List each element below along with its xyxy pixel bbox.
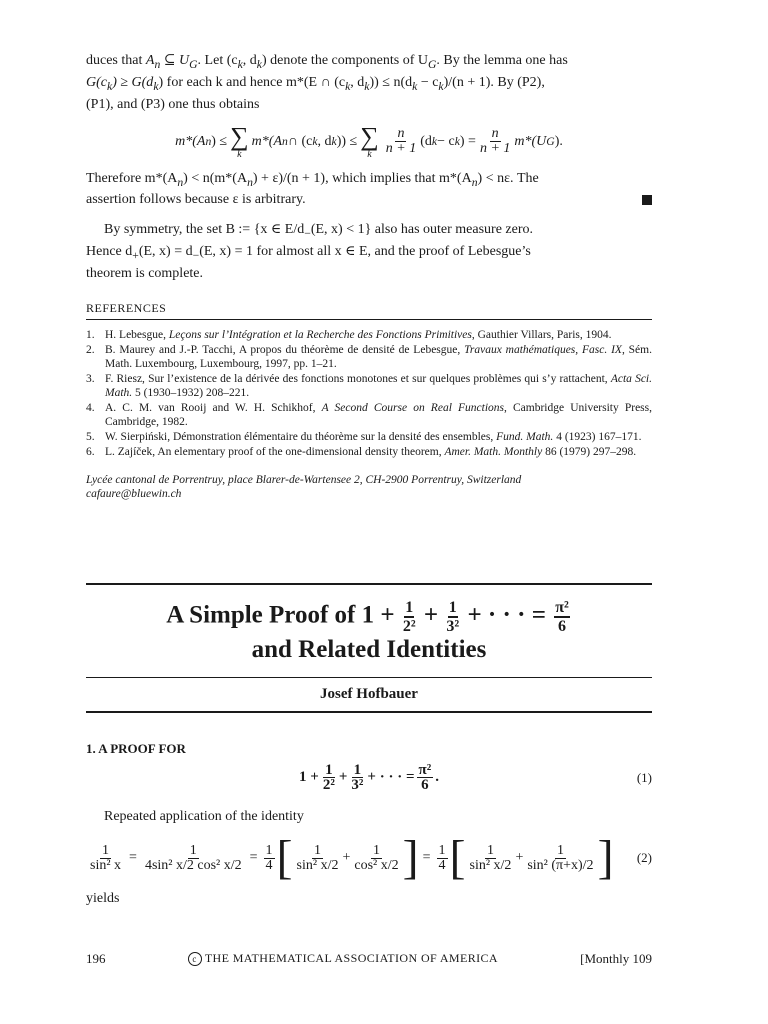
reference-item bbox=[86, 343, 652, 371]
reference-number: 2. bbox=[86, 343, 95, 356]
title-run: and Related Identities bbox=[251, 636, 487, 663]
reference-text: , Sém. Math. Luxembourg, Luxembourg, 1997, pp. 1–21. bbox=[105, 343, 652, 370]
text-run: ) for each k and hence m*(E ∩ (c bbox=[158, 74, 346, 90]
page-footer bbox=[86, 951, 652, 967]
equation-2: $\frac{1}{\text{sin² x}}$ = $\frac{1}{\text{4sin² x/2 cos² x/2}}$ = $\frac{1}{4}$ [ $\frac{1}{\text{sin² x/2}}$ + $\frac{1}{\text{cos² x/2}}$ ] = $\frac{1}{4}$ [ $\frac{1}{\text{sin² x/2}}$ + $\frac{1}{\text{sin² (π+x)/2}}$ ] (2) bbox=[90, 831, 652, 884]
math-run: A bbox=[145, 53, 155, 68]
fraction: $\frac{1}{\text{4sin² x/2 cos² x/2}}$ bbox=[144, 842, 242, 873]
reference-text: B. Maurey and J.-P. Tacchi, A propos du théorème de densité de Lebesgue, bbox=[105, 343, 465, 356]
math-run: ) ≥ G(d bbox=[112, 74, 154, 90]
text-run: theorem is complete. bbox=[86, 265, 204, 281]
math-run: + · · · = bbox=[367, 769, 415, 785]
reference-number: 1. bbox=[86, 328, 95, 341]
divider bbox=[86, 677, 652, 678]
body-text: yields bbox=[86, 891, 120, 906]
title-run: A Simple Proof of 1 + bbox=[166, 601, 395, 629]
fraction: $\frac{\text{π²}}{6}$ bbox=[555, 599, 569, 635]
reference-title: Fund. Math. bbox=[496, 430, 554, 443]
math-run: , d bbox=[317, 133, 332, 149]
page-number: 196 bbox=[86, 951, 106, 966]
math-run: G(c bbox=[86, 74, 107, 90]
reference-title: Amer. Math. Monthly bbox=[444, 445, 543, 458]
fraction: $\frac{1}{4}$ bbox=[265, 842, 273, 873]
equation-1 bbox=[86, 763, 652, 792]
reference-number: 4. bbox=[86, 401, 95, 414]
publisher-line bbox=[188, 951, 498, 967]
proof-paragraph-2: Therefore $m*(A_n) < n(m*(A_n) + \varepsilon)/(n + 1)$, which implies that $m*(A_n) < n\varepsilon$. The assertion follows because ε is arbitrary. bbox=[86, 170, 652, 210]
fraction: $\frac{1}{\text{2²}}$ bbox=[402, 599, 416, 635]
reference-text: H. Lebesgue, bbox=[105, 328, 169, 341]
fraction: $\frac{1}{\text{3²}}$ bbox=[351, 762, 364, 793]
text-run: (E, x) = d bbox=[138, 244, 193, 260]
text-run: . By the lemma one has bbox=[436, 53, 568, 68]
text-run: − c bbox=[417, 74, 439, 90]
reference-item bbox=[86, 372, 652, 400]
title-run: + bbox=[423, 601, 439, 629]
math-run: m*(A bbox=[175, 133, 206, 149]
publisher-name: THE MATHEMATICAL ASSOCIATION OF AMERICA bbox=[204, 951, 498, 965]
qed-box-icon bbox=[642, 195, 652, 205]
text-run: . Let (c bbox=[197, 53, 238, 68]
text-run: (P1), and (P3) one thus obtains bbox=[86, 96, 260, 112]
math-run: m*(A bbox=[251, 133, 282, 149]
reference-number: 6. bbox=[86, 445, 95, 458]
reference-text: W. Sierpiński, Démonstration élémentaire du théorème sur la densité des ensembles, bbox=[105, 430, 497, 443]
summation-symbol: ∑ k bbox=[360, 121, 379, 160]
section-heading: 1. A PROOF FOR bbox=[86, 741, 186, 756]
text-run: (E, x) < 1} also has outer measure zero. bbox=[310, 222, 534, 238]
text-run: ) < nε. The bbox=[477, 170, 539, 186]
article-author: Josef Hofbauer bbox=[320, 686, 418, 702]
affiliation-email: cafaure@bluewin.ch bbox=[86, 487, 182, 500]
reference-text: , Cambridge University Press, Cambridge, 1982. bbox=[105, 401, 653, 428]
math-run: )) ≤ bbox=[336, 133, 358, 149]
affiliation-address: Lycée cantonal de Porrentruy, place Blarer-de-Wartensee 2, CH-2900 Porrentruy, Switzerland bbox=[86, 473, 522, 486]
summation-symbol: ∑ k bbox=[230, 121, 249, 160]
left-bracket: [ bbox=[276, 831, 293, 884]
equation-number: (1) bbox=[636, 769, 652, 785]
left-bracket: [ bbox=[449, 831, 466, 884]
reference-title: A Second Course on Real Functions bbox=[321, 401, 504, 414]
fraction: $\frac{1}{\text{sin² x/2}}$ bbox=[469, 842, 512, 873]
math-run: 1 + bbox=[299, 769, 319, 785]
text-run: (E, x) = 1 for almost all x ∈ E, and the proof of Lebesgue’s bbox=[199, 244, 531, 260]
body-text: Repeated application of the identity bbox=[104, 809, 304, 824]
fraction: $\frac{1}{\text{3²}}$ bbox=[446, 599, 460, 635]
divider bbox=[86, 583, 652, 585]
previous-article-end bbox=[86, 52, 652, 501]
fraction: $\frac{1}{\text{sin² (π+x)/2}}$ bbox=[527, 842, 594, 873]
references-list bbox=[86, 328, 652, 459]
reference-number: 3. bbox=[86, 372, 95, 385]
math-run: ) ≤ bbox=[211, 133, 228, 149]
math-run: ∩ (c bbox=[287, 133, 313, 149]
text-run: ) + ε)/(n + 1), which implies that m*(A bbox=[252, 170, 472, 186]
reference-text: 5 (1930–1932) 208–221. bbox=[132, 386, 250, 399]
reference-item bbox=[86, 401, 652, 429]
math-run: ). bbox=[554, 133, 563, 149]
journal-issue: [Monthly 109 bbox=[580, 951, 652, 966]
text-run: )) ≤ n(d bbox=[369, 74, 413, 90]
math-run: = bbox=[129, 850, 137, 865]
text-run: ) denote the components of U bbox=[261, 53, 428, 68]
math-run: ) = bbox=[459, 133, 476, 149]
equation-number: (2) bbox=[636, 850, 652, 865]
fraction: $\frac{n}{n + 1}$ bbox=[385, 126, 417, 157]
reference-number: 5. bbox=[86, 430, 95, 443]
reference-title: Travaux mathématiques, Fasc. IX bbox=[464, 343, 622, 356]
math-run: + bbox=[338, 769, 348, 785]
fraction: $\frac{1}{\text{2²}}$ bbox=[322, 762, 335, 793]
reference-title: Leçons sur l’Intégration et la Recherche des Fonctions Primitives bbox=[168, 328, 472, 341]
fraction: $\frac{1}{\text{sin² x}}$ bbox=[90, 842, 122, 873]
references-heading: REFERENCES bbox=[86, 301, 652, 320]
fraction: $\frac{\text{π²}}{6}$ bbox=[418, 762, 432, 793]
right-bracket: ] bbox=[402, 831, 419, 884]
text-run: duces that bbox=[86, 53, 146, 68]
new-article-header bbox=[86, 583, 652, 908]
text-run: Therefore m*(A bbox=[86, 170, 178, 186]
reference-title: Acta Sci. Math. bbox=[105, 372, 652, 399]
reference-text: L. Zajíček, An elementary proof of the one-dimensional density theorem, bbox=[105, 445, 445, 458]
math-run: . bbox=[435, 769, 439, 785]
reference-text: 4 (1923) 167–171. bbox=[553, 430, 642, 443]
math-run: (d bbox=[420, 133, 432, 149]
title-run: + · · · = bbox=[467, 601, 546, 629]
text-run: Hence d bbox=[86, 244, 133, 260]
reference-item bbox=[86, 430, 652, 444]
right-bracket: ] bbox=[597, 831, 614, 884]
author-affiliation bbox=[86, 473, 652, 501]
text-run: )/(n + 1). By (P2), bbox=[443, 74, 545, 90]
text-run: ) < n(m*(A bbox=[183, 170, 248, 186]
proof-paragraph-1: duces that $A_n$ ⊆ $U_G$. Let ($c_k$, $d_k$) denote the components of $U_G$. By the lemma one has $G(c_k) \ge G(d_k)$ for each k and hence m*(E ∩ ($c_k$, $d_k)) \le n(d_k - c_k)/(n + 1)$. By (P2), (P1), and (P3) one thus obtains bbox=[86, 53, 568, 112]
text-run: , d bbox=[350, 74, 365, 90]
divider bbox=[86, 711, 652, 713]
proof-paragraph-3: By symmetry, the set B := {x ∈ $E/d_-(E$, x) < 1} also has outer measure zero. Hence $d_+(E$, $x) = d_-(E$, x) = 1 for almost all x ∈ E, and the proof of Lebesgue’s theorem is complete. bbox=[86, 222, 534, 281]
reference-text: 86 (1979) 297–298. bbox=[542, 445, 637, 458]
fraction: $\frac{1}{\text{sin² x/2}}$ bbox=[296, 842, 339, 873]
article-title bbox=[86, 599, 652, 665]
text-run: , d bbox=[242, 53, 257, 68]
reference-item bbox=[86, 445, 652, 459]
fraction: $\frac{1}{\text{cos² x/2}}$ bbox=[354, 842, 399, 873]
math-run: m*(U bbox=[514, 133, 547, 149]
fraction: $\frac{n}{n + 1}$ bbox=[479, 126, 511, 157]
reference-text: F. Riesz, Sur l’existence de la dérivée des fonctions monotones et sur quelques problèmes qui s’y rattachent, bbox=[105, 372, 611, 385]
reference-text: , Gauthier Villars, Paris, 1904. bbox=[471, 328, 612, 341]
copyright-icon: c bbox=[188, 952, 202, 966]
text-run: By symmetry, the set B := {x ∈ E/d bbox=[104, 222, 305, 238]
reference-item bbox=[86, 328, 652, 342]
display-equation: m*(A n ) ≤ ∑ k m*(A n ∩ (c k , d k )) ≤ ∑ k $\frac{n}{n + 1}$ (d k − c k ) = $\frac{n}{n + 1}$ m*(U G ). bbox=[175, 121, 563, 160]
reference-text: A. C. M. van Rooij and W. H. Schikhof, bbox=[105, 401, 322, 414]
text-run: assertion follows because ε is arbitrary. bbox=[86, 192, 306, 208]
math-run: − c bbox=[437, 133, 455, 149]
fraction: $\frac{1}{4}$ bbox=[438, 842, 446, 873]
